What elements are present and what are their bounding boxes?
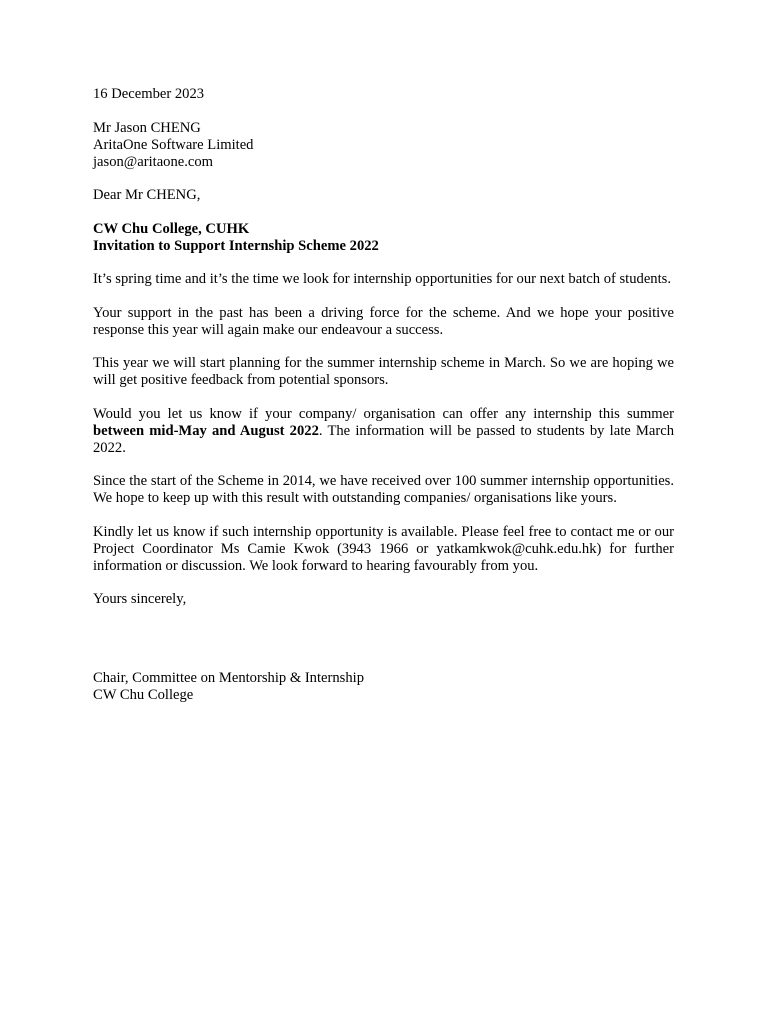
paragraph-5: Since the start of the Scheme in 2014, we have received over 100 summer internship opportunities. We hope to keep up with this result with outstanding companies/ organisations like yours. [93,473,674,506]
salutation: Dear Mr CHENG, [93,187,201,203]
recipient-block [93,120,674,171]
recipient-company: AritaOne Software Limited [93,136,254,153]
recipient-name: Mr Jason CHENG [93,119,201,136]
subject-line-2: Invitation to Support Internship Scheme 2022 [93,237,379,254]
paragraph-2: Your support in the past has been a driving force for the scheme. And we hope your positive response this year will again make our endeavour a success. [93,304,674,338]
signature-block [93,670,674,704]
letter-body [93,86,674,704]
paragraph-4-end: . The information will be passed to students by late March 2022. [93,422,674,456]
paragraph-4 [93,406,674,457]
paragraph-6: Kindly let us know if such internship opportunity is available. Please feel free to contact me or our Project Coordinator Ms Camie Kwok (3943 1966 or yatkamkwok@cuhk.edu.hk) for further information or discussion. We look forward to hearing favourably from you. [93,523,674,574]
signature-space [93,625,674,670]
letter-date: 16 December 2023 [93,86,205,102]
subject-block [93,221,674,255]
paragraph-4-start: Would you let us know if your company/ organisation can offer any internship this summer [93,405,674,422]
paragraph-4-emphasis: between mid-May and August 2022 [93,422,319,439]
closing: Yours sincerely, [93,591,187,607]
recipient-email: jason@aritaone.com [93,153,214,170]
signatory-organisation: CW Chu College [93,686,194,703]
paragraph-3: This year we will start planning for the summer internship scheme in March. So we are hoping we will get positive feedback from potential sponsors. [93,355,674,388]
subject-line-1: CW Chu College, CUHK [93,220,250,237]
paragraph-1: It’s spring time and it’s the time we look for internship opportunities for our next batch of students. [93,271,671,287]
signatory-title: Chair, Committee on Mentorship & Internship [93,669,364,686]
